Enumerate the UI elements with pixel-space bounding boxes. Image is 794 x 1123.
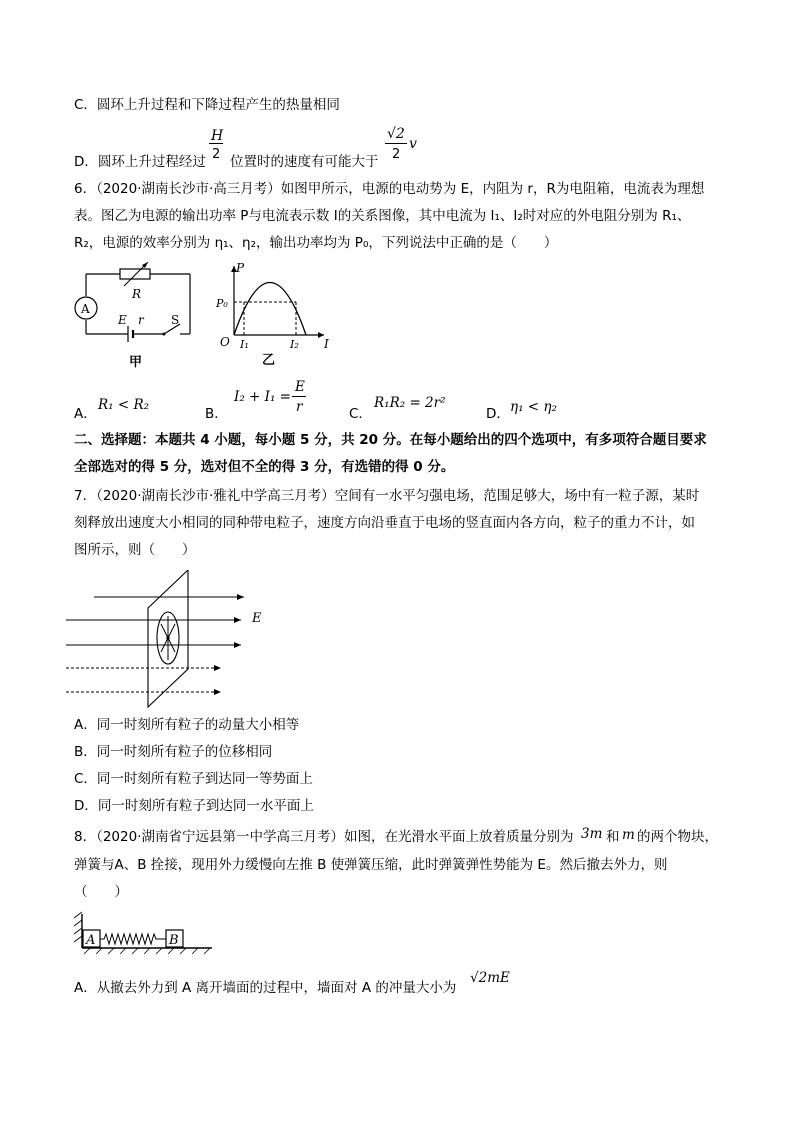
sqrt-two: √2 (387, 126, 405, 142)
q6-option-c: R₁R₂ = 2r² (374, 395, 446, 411)
ammeter-label: A (81, 302, 90, 316)
q8-option-a-text: A．从撤去外力到 A 离开墙面的过程中，墙面对 A 的冲量大小为 (74, 980, 457, 996)
option-d-middle: 位置时的速度有可能大于 (230, 154, 379, 170)
caption-yi: 乙 (262, 353, 276, 368)
q8-line1-and: 和 (606, 829, 620, 845)
option-d-prefix: D．圆环上升过程经过 (74, 154, 206, 170)
q6-line3: R₂，电源的效率分别为 η₁、η₂，输出功率均为 P₀，下列说法中正确的是（ ） (74, 235, 558, 251)
q6-option-a-label: A． (74, 406, 97, 422)
electric-field-diagram (66, 570, 276, 710)
q8-line1-c: 的两个物块， (637, 829, 718, 845)
q8-mass-3m: 3m (581, 826, 603, 842)
section2-line2: 全部选对的得 5 分，选对但不全的得 3 分，有选错的得 0 分。 (74, 459, 455, 475)
q8-mass-m: m (622, 827, 635, 843)
q6-line2: 表。图乙为电源的输出功率 P与电流表示数 I的关系图像，其中电流为 I₁、I₂时对应的外电阻分别为 R₁、 (74, 208, 691, 224)
label-field-E: E (252, 611, 262, 626)
label-S: S (171, 313, 180, 327)
power-curve (234, 283, 306, 336)
q7-line3: 图所示，则（ ） (74, 542, 196, 558)
label-block-B: B (169, 933, 179, 948)
q6-line1: 6．（2020·湖南长沙市·高三月考）如图甲所示，电源的电动势为 E，内阻为 r，R为电阻箱，电流表为理想 (74, 181, 705, 197)
q6-option-d-label: D． (486, 406, 510, 422)
fraction-denominator: 2 (212, 147, 221, 162)
q7-option-a: A．同一时刻所有粒子的动量大小相等 (74, 717, 300, 733)
sqrt-denominator: 2 (392, 147, 401, 162)
q8-line3: （ ） (74, 884, 128, 900)
fraction-bar-2 (385, 143, 407, 144)
power-current-graph-yi (206, 260, 336, 378)
label-R: R (132, 287, 142, 301)
q8-line1-a: 8．（2020·湖南省宁远县第一中学高三月考）如图，在光滑水平面上放着质量分别为 (74, 829, 574, 845)
spring (100, 934, 166, 944)
label-I1: I₁ (240, 338, 249, 351)
label-E: E (118, 313, 127, 327)
option-c-prev: C．圆环上升过程和下降过程产生的热量相同 (74, 97, 340, 113)
q7-option-b: B．同一时刻所有粒子的位移相同 (74, 744, 273, 760)
label-P: P (236, 261, 245, 275)
circuit-diagram-jia (72, 262, 202, 378)
q6-option-c-label: C． (349, 406, 372, 422)
q7-option-d: D．同一时刻所有粒子到达同一水平面上 (74, 798, 314, 814)
section2-line1: 二、选择题：本题共 4 小题，每小题 5 分，共 20 分。在每小题给出的四个选项中，有多项符合题目要求 (74, 432, 707, 448)
q6-option-b-num: E (295, 379, 305, 395)
label-I2: I₂ (290, 338, 299, 351)
q6-option-b-den: r (296, 399, 303, 415)
label-I: I (324, 337, 329, 351)
caption-jia: 甲 (129, 355, 143, 370)
q6-option-a: R₁ < R₂ (98, 397, 150, 413)
label-O: O (220, 335, 230, 349)
label-r: r (138, 313, 144, 327)
q8-line2: 弹簧与A、B 拴接，现用外力缓慢向左推 B 使弹簧压缩，此时弹簧弹性势能为 E。然后撤去外力，则 (74, 857, 668, 873)
q7-line2: 刻释放出速度大小相同的同种带电粒子，速度方向沿垂直于电场的竖直面内各方向，粒子的重力不计，如 (74, 515, 695, 531)
label-block-A: A (86, 933, 96, 948)
resistor-box-icon (120, 269, 150, 279)
q6-option-b-bar (292, 396, 306, 397)
particle-source-icon (166, 636, 169, 639)
q7-option-c: C．同一时刻所有粒子到达同一等势面上 (74, 771, 313, 787)
q7-line1: 7．（2020·湖南长沙市·雅礼中学高三月考）空间有一水平匀强电场，范围足够大，场中有一粒子源，某时 (74, 488, 700, 504)
fraction-bar (209, 143, 223, 144)
label-P0: P₀ (216, 297, 228, 310)
q6-option-b-label: B． (205, 406, 228, 422)
spring-blocks-diagram (70, 910, 220, 956)
velocity-v: v (409, 136, 417, 152)
q8-option-a-expr: √2mE (470, 970, 510, 986)
q6-option-d: η₁ < η₂ (510, 399, 557, 415)
q6-option-b-left: I₂ + I₁ = (234, 389, 291, 405)
fraction-numerator-H: H (211, 128, 224, 144)
